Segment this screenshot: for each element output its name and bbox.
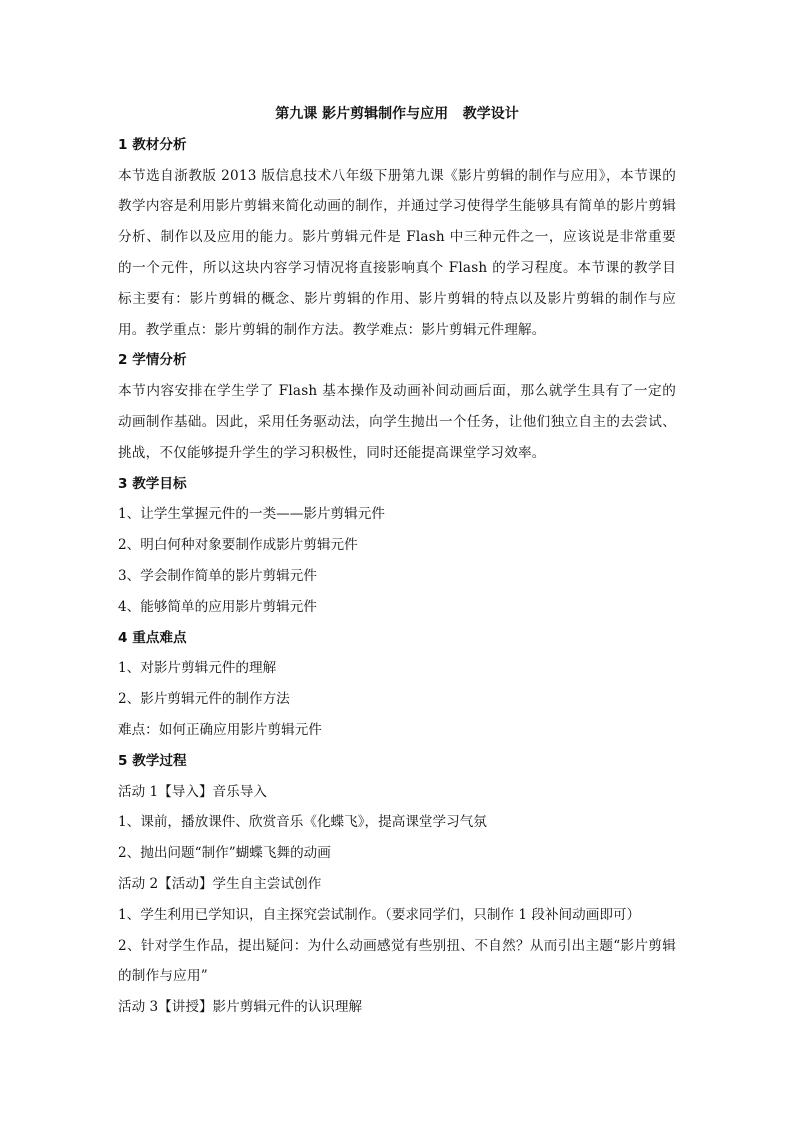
difficulty-item: 难点：如何正确应用影片剪辑元件 [118,721,322,738]
objective-item-2: 2、明白何种对象要制作成影片剪辑元件 [118,537,358,554]
keypoint-item-1: 1、对影片剪辑元件的理解 [118,660,277,677]
activity-3-title: 活动 3【讲授】影片剪辑元件的认识理解 [118,999,363,1016]
section-heading-4: 4 重点难点 [118,629,187,646]
keypoint-item-2: 2、影片剪辑元件的制作方法 [118,691,290,708]
document-title: 第九课 影片剪辑制作与应用 教学设计 [275,106,519,122]
section-heading-2: 2 学情分析 [118,352,187,369]
section-heading-5: 5 教学过程 [118,752,187,769]
activity-2-title: 活动 2【活动】学生自主尝试创作 [118,875,322,892]
activity-2-step-2: 2、针对学生作品，提出疑问：为什么动画感觉有些别扭、不自然？从而引出主题“影片剪辑的制作与应用” [118,937,676,985]
activity-1-step-1: 1、课前，播放课件、欣赏音乐《化蝶飞》，提高课堂学习气氛 [118,814,487,831]
activity-1-title: 活动 1【导入】音乐导入 [118,783,267,800]
objective-item-1: 1、让学生掌握元件的一类——影片剪辑元件 [118,506,385,523]
activity-2-step-1: 1、学生利用已学知识，自主探究尝试制作。（要求同学们，只制作 1 段补间动画即可） [118,906,641,923]
section-heading-3: 3 教学目标 [118,475,187,492]
section-1-paragraph: 本节选自浙教版 2013 版信息技术八年级下册第九课《影片剪辑的制作与应用》，本节课的教学内容是利用影片剪辑来简化动画的制作，并通过学习使得学生能够具有简单的影片剪辑分析、制作以及应用的能力。影片剪辑元件是 Flash 中三种元件之一，应该说是非常重要的一个元件，所以这块内容学习情况将直接影响真个 Flash 的学习程度。本节课的教学目标主要有：影片剪辑的概念、影片剪辑的作用、影片剪辑的特点以及影片剪辑的制作与应用。教学重点：影片剪辑的制作方法。教学难点：影片剪辑元件理解。 [118,167,676,338]
activity-1-step-2: 2、抛出问题“制作”蝴蝶飞舞的动画 [118,845,331,862]
section-2-paragraph: 本节内容安排在学生学了 Flash 基本操作及动画补间动画后面，那么就学生具有了一定的动画制作基础。因此，采用任务驱动法，向学生抛出一个任务，让他们独立自主的去尝试、挑战，不仅能够提升学生的学习积极性，同时还能提高课堂学习效率。 [118,383,676,461]
document-body [118,99,676,1023]
objective-item-4: 4、能够简单的应用影片剪辑元件 [118,598,317,615]
section-heading-1: 1 教材分析 [118,136,187,153]
objective-item-3: 3、学会制作简单的影片剪辑元件 [118,567,317,584]
